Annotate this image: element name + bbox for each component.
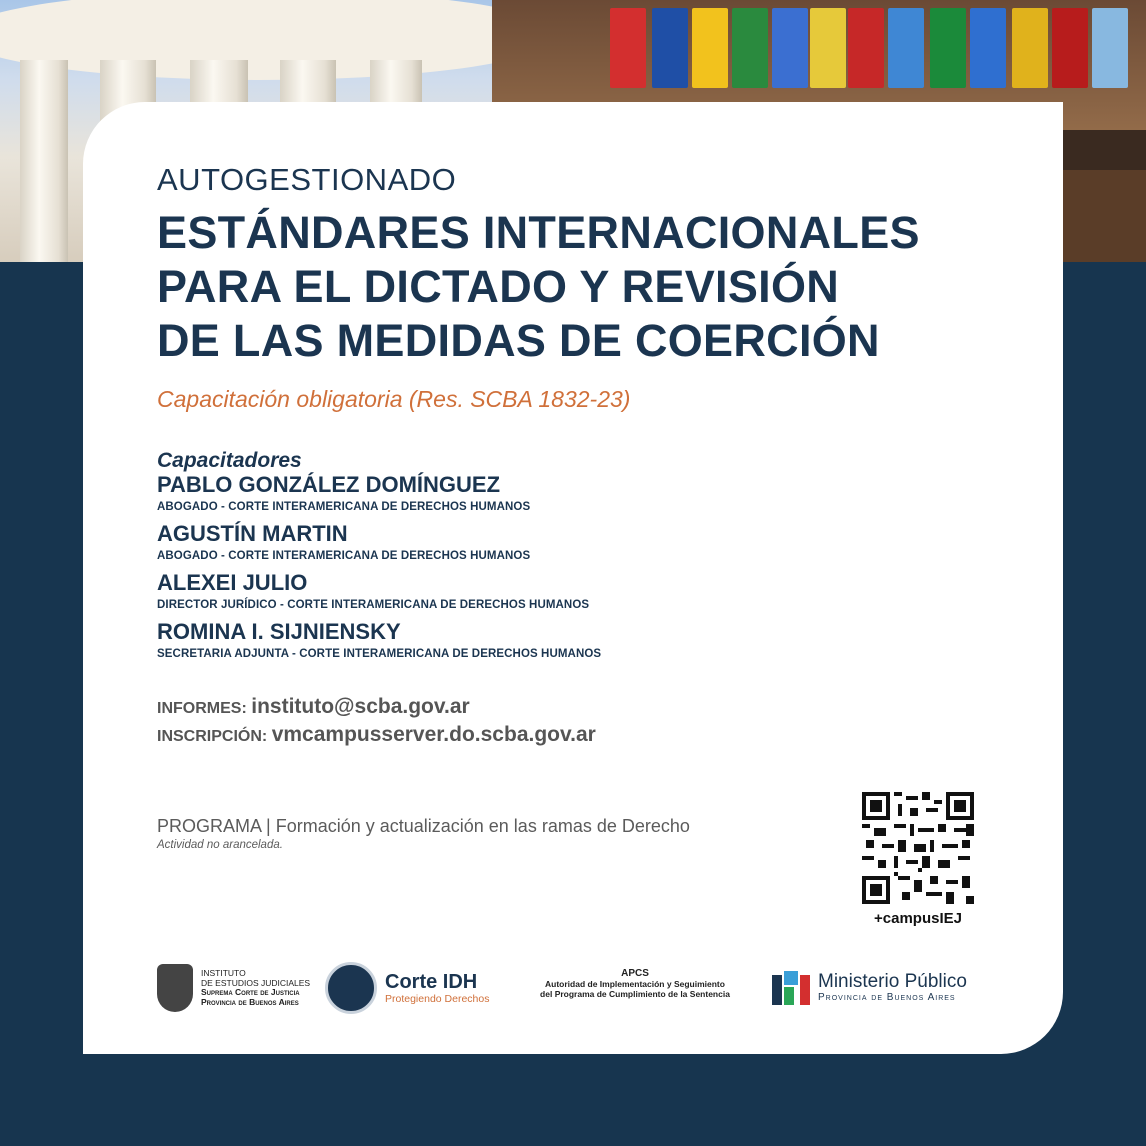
inscripcion-link[interactable]: vmcampusserver.do.scba.gov.ar xyxy=(271,723,596,746)
inscripcion-label: INSCRIPCIÓN: xyxy=(157,728,268,745)
title-line: PARA EL DICTADO Y REVISIÓN xyxy=(157,261,840,312)
shield-icon xyxy=(157,964,193,1012)
apcs-logo: APCS Autoridad de Implementación y Seguimiento del Programa de Cumplimiento de la Sentencia xyxy=(540,968,730,999)
mp-logo: Ministerio Público Provincia de Buenos Aires xyxy=(772,958,967,1018)
trainer-role: ABOGADO - CORTE INTERAMERICANA DE DERECHOS HUMANOS xyxy=(157,501,531,513)
iej-logo: INSTITUTO DE ESTUDIOS JUDICIALES Suprema Corte de Justicia Provincia de Buenos Aires xyxy=(157,958,310,1018)
contact-info xyxy=(157,694,596,750)
mp-icon xyxy=(772,971,810,1005)
trainer-name: ALEXEI JULIO xyxy=(157,570,308,595)
qr-code[interactable] xyxy=(862,792,974,904)
trainer-name: AGUSTÍN MARTIN xyxy=(157,521,348,546)
trainer-name: PABLO GONZÁLEZ DOMÍNGUEZ xyxy=(157,472,501,497)
program-text: PROGRAMA | Formación y actualización en las ramas de Derecho xyxy=(157,816,690,836)
trainer-role: DIRECTOR JURÍDICO - CORTE INTERAMERICANA DE DERECHOS HUMANOS xyxy=(157,599,590,611)
page-title xyxy=(157,206,1017,368)
title-line: DE LAS MEDIDAS DE COERCIÓN xyxy=(157,315,880,366)
title-line: ESTÁNDARES INTERNACIONALES xyxy=(157,207,920,258)
trainers-list xyxy=(157,473,1017,661)
subtitle: Capacitación obligatoria (Res. SCBA 1832-23) xyxy=(157,386,631,412)
globe-icon xyxy=(325,962,377,1014)
trainer-role: ABOGADO - CORTE INTERAMERICANA DE DERECHOS HUMANOS xyxy=(157,550,531,562)
trainer-name: ROMINA I. SIJNIENSKY xyxy=(157,619,401,644)
qr-caption: +campusIEJ xyxy=(874,910,962,927)
informes-email-link[interactable]: instituto@scba.gov.ar xyxy=(251,695,470,718)
cidh-logo: Corte IDH Protegiendo Derechos xyxy=(325,958,489,1018)
eyebrow: AUTOGESTIONADO xyxy=(157,162,457,197)
trainer-role: SECRETARIA ADJUNTA - CORTE INTERAMERICANA DE DERECHOS HUMANOS xyxy=(157,648,602,660)
program-note: Actividad no arancelada. xyxy=(157,839,283,851)
partner-logos xyxy=(157,958,977,1018)
trainers-heading: Capacitadores xyxy=(157,449,302,472)
informes-label: INFORMES: xyxy=(157,700,247,717)
content xyxy=(157,160,1017,669)
